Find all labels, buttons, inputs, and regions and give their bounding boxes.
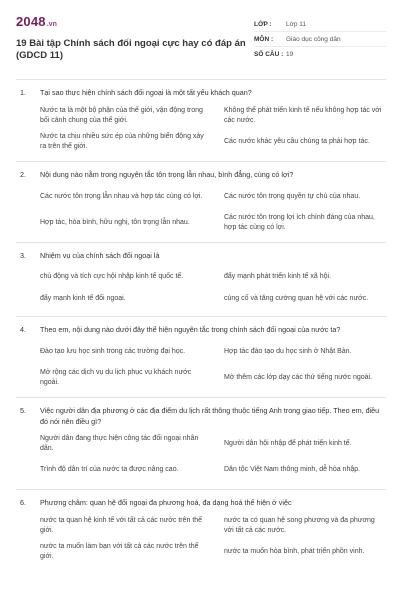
- answer-text: Người dân hội nhập để phát triển kinh tế.: [224, 440, 352, 447]
- answer-text: đẩy mạnh phát triển kinh tế xã hội.: [224, 272, 332, 280]
- answer-text: Mở thêm các lớp dạy các thứ tiếng nước ngoài.: [224, 374, 373, 381]
- question-line: [16, 170, 386, 181]
- meta-label: MÔN :: [254, 35, 274, 43]
- question-5: [16, 398, 386, 490]
- answer-grid: [40, 339, 386, 391]
- document-header: [16, 14, 386, 80]
- answer-text: Hợp tác đào tạo du học sinh ở Nhật Bản.: [224, 348, 352, 355]
- answer-text: Nước ta chịu nhiều sức ép của những biến động xảy ra trên thế giới.: [40, 132, 204, 150]
- answer-option-a[interactable]: [40, 266, 208, 288]
- answer-text: nước ta muốn làm bạn với tất cả các nước trên thế giới.: [40, 542, 199, 560]
- answer-grid: [40, 266, 386, 310]
- question-3: [16, 243, 386, 317]
- answer-text: chủ động và tích cực hội nhập kinh tế quốc tế.: [40, 272, 184, 280]
- answer-grid: [40, 431, 386, 483]
- question-1: [16, 80, 386, 162]
- question-2: [16, 162, 386, 244]
- answer-text: nước ta muốn hòa bình, phát triển phồn vinh.: [224, 547, 365, 555]
- meta-value: Lớp 11: [286, 20, 307, 28]
- answer-option-b[interactable]: [224, 266, 386, 288]
- meta-row-subject: [254, 32, 386, 47]
- question-line: [16, 88, 386, 99]
- question-line: [16, 325, 386, 336]
- answer-option-c[interactable]: [40, 129, 208, 155]
- answer-text: củng cố và tăng cường quan hệ với các nước.: [224, 294, 369, 302]
- answer-grid: [40, 184, 386, 236]
- question-number: 4.: [20, 324, 26, 334]
- question-text: Nội dung nào nằm trong nguyên tắc tôn trọng lẫn nhau, bình đẳng, cùng có lợi?: [40, 169, 294, 179]
- header-left: [16, 14, 252, 62]
- answer-option-a[interactable]: [40, 103, 208, 129]
- meta-row-class: [254, 17, 386, 32]
- answer-option-c[interactable]: [40, 539, 208, 565]
- answer-option-d[interactable]: [224, 539, 386, 565]
- answer-text: Người dân đang thực hiện công tác đối ngoại nhân dân.: [40, 435, 199, 452]
- answer-option-b[interactable]: [224, 513, 386, 539]
- answer-option-d[interactable]: [224, 288, 386, 310]
- question-text: Tại sao thực hiện chính sách đối ngoại là một tất yếu khách quan?: [40, 88, 252, 97]
- answer-text: đẩy mạnh kinh tế đối ngoại.: [40, 294, 126, 302]
- meta-label: SỐ CÂU :: [254, 51, 284, 58]
- answer-option-a[interactable]: [40, 339, 208, 365]
- question-number: 6.: [20, 498, 26, 507]
- question-number: 2.: [20, 169, 26, 179]
- question-line: [16, 498, 386, 509]
- question-text: Phương châm: quan hệ đối ngoại đa phương hoá, đa dạng hoá thể hiện ở việc: [40, 498, 292, 507]
- answer-text: Các nước tôn trọng lẫn nhau và hợp tác cùng có lợi.: [40, 193, 203, 200]
- question-number: 3.: [20, 251, 26, 260]
- answer-option-b[interactable]: [224, 431, 386, 457]
- answer-text: Dân tộc Việt Nam thông minh, dễ hòa nhập.: [224, 466, 361, 473]
- answer-text: nước ta quan hệ kinh tế với tất cả các nước trên thế giới.: [40, 516, 203, 534]
- answer-option-d[interactable]: [224, 129, 386, 155]
- answer-option-b[interactable]: [224, 339, 386, 365]
- answer-option-d[interactable]: [224, 210, 386, 236]
- logo-sub-text: .vn: [46, 21, 57, 28]
- meta-value: Giáo dục công dân: [286, 35, 341, 43]
- answer-text: Đào tạo lưu học sinh trong các trường đại học.: [40, 348, 186, 355]
- question-6: [16, 490, 386, 571]
- question-line: [16, 406, 386, 427]
- answer-text: Không thể phát triển kinh tế nếu không hợp tác với các nước.: [224, 106, 382, 124]
- question-text: Việc người dân địa phương ở các địa điểm du lịch rất thông thuộc tiếng Anh trong giao tiếp. Theo em, điều đó nói nên điều gì?: [40, 406, 380, 426]
- logo-main-text: 2048: [16, 14, 46, 29]
- answer-option-c[interactable]: [40, 365, 208, 391]
- answer-text: nước ta có quan hệ song phương và đa phương với tất cả các nước.: [224, 516, 375, 534]
- question-line: [16, 251, 386, 262]
- answer-text: Các nước tôn trọng quyền tự chủ của nhau.: [224, 193, 361, 200]
- answer-text: Các nước tôn trọng lợi ích chính đáng của nhau, hợp tác cùng có lợi.: [224, 214, 375, 231]
- answer-grid: [40, 513, 386, 565]
- question-number: 1.: [20, 88, 26, 97]
- answer-option-d[interactable]: [224, 365, 386, 391]
- answer-option-b[interactable]: [224, 184, 386, 210]
- answer-option-a[interactable]: [40, 184, 208, 210]
- question-4: [16, 317, 386, 399]
- answer-option-c[interactable]: [40, 288, 208, 310]
- answer-text: Các nước khác yêu cầu chúng ta phải hợp tác.: [224, 137, 370, 145]
- answer-option-c[interactable]: [40, 457, 208, 483]
- meta-value: 19: [286, 51, 294, 58]
- answer-option-a[interactable]: [40, 513, 208, 539]
- meta-label: LỚP :: [254, 20, 272, 28]
- answer-text: Nước ta là một bộ phận của thế giới, vận động trong bối cảnh chung của thế giới.: [40, 106, 203, 124]
- question-text: Theo em, nội dung nào dưới đây thể hiện nguyên tắc trong chính sách đối ngoại của nước ta?: [40, 324, 341, 334]
- meta-table: [254, 17, 386, 62]
- answer-text: Trình độ dân trí của nước ta được nâng cao.: [40, 466, 179, 473]
- question-number: 5.: [20, 406, 26, 415]
- site-logo[interactable]: [16, 14, 252, 32]
- question-text: Nhiệm vụ của chính sách đối ngoại là: [40, 251, 160, 260]
- answer-option-d[interactable]: [224, 457, 386, 483]
- answer-grid: [40, 103, 386, 155]
- answer-option-a[interactable]: [40, 431, 208, 457]
- answer-option-b[interactable]: [224, 103, 386, 129]
- answer-text: Hợp tác, hòa bình, hữu nghị, tôn trọng lẫn nhau.: [40, 219, 190, 226]
- meta-row-count: [254, 47, 386, 62]
- page-title: 19 Bài tập Chính sách đối ngoại cực hay có đáp án (GDCD 11): [16, 38, 246, 61]
- answer-text: Mở rộng các dịch vụ du lịch phục vụ khách nước ngoài.: [40, 369, 192, 386]
- answer-option-c[interactable]: [40, 210, 208, 236]
